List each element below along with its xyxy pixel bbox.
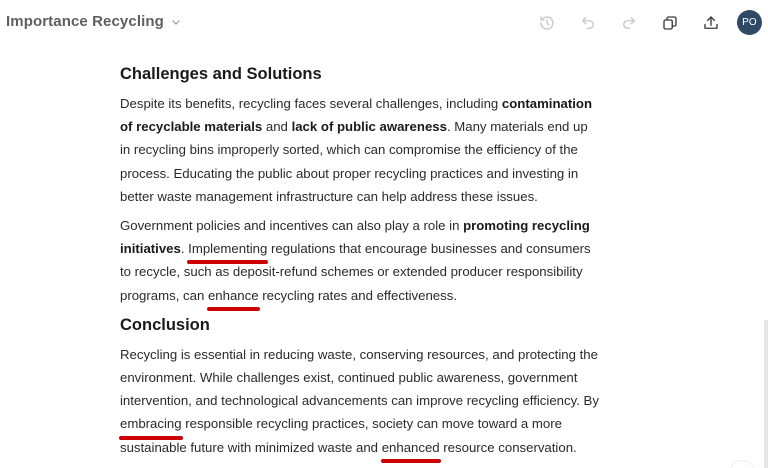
document-title: Importance Recycling: [6, 13, 164, 30]
text-run: responsible recycling practices, society can move toward a more sustainable future with minimized waste and: [120, 416, 562, 455]
spelling-error-word[interactable]: enhanced: [382, 436, 440, 459]
spelling-error-word[interactable]: enhance: [208, 284, 259, 307]
undo-button[interactable]: [576, 11, 600, 35]
user-avatar[interactable]: PO: [737, 10, 762, 35]
text-run: resource conservation.: [439, 439, 577, 455]
vertical-scrollbar[interactable]: [764, 320, 768, 468]
toolbar: [518, 10, 762, 35]
document-title-menu[interactable]: [6, 13, 182, 30]
spelling-error-word[interactable]: embracing: [120, 412, 182, 435]
paragraph-conclusion: [120, 343, 600, 459]
history-button[interactable]: [535, 11, 559, 35]
redo-icon: [620, 14, 638, 32]
duplicate-button[interactable]: [658, 11, 682, 35]
text-run: regulations that encourage businesses and consumers to recycle, such as deposit-refund schemes or extended producer responsibility programs, can: [120, 241, 591, 303]
document-body[interactable]: [120, 62, 600, 465]
share-button[interactable]: [699, 11, 723, 35]
text-run: .: [180, 241, 189, 257]
paragraph-challenges-2: [120, 214, 600, 307]
text-run: Despite its benefits, recycling faces several challenges, including: [120, 96, 502, 111]
copy-icon: [661, 14, 679, 32]
chevron-down-icon: [170, 16, 182, 28]
text-run: . Many materials end up in recycling bins improperly sorted, which can compromise the efficiency of the process. Educating the public about proper recycling practices and investing in better waste management infrastructure can help address these issues.: [120, 119, 588, 204]
history-icon: [538, 14, 556, 32]
bold-text: lack of public awareness: [291, 119, 447, 135]
undo-icon: [579, 14, 597, 32]
bold-text: contamination of recyclable materials: [120, 96, 593, 135]
top-bar: [0, 0, 768, 46]
text-run: recycling rates and effectiveness.: [258, 287, 457, 303]
spelling-error-word[interactable]: Implementing: [188, 237, 267, 260]
upload-icon: [702, 14, 720, 32]
text-run: Government policies and incentives can also play a role in: [120, 218, 464, 234]
paragraph-challenges-1: [120, 92, 600, 208]
bold-text: promoting recycling initiatives: [120, 218, 590, 257]
redo-button[interactable]: [617, 11, 641, 35]
section-heading-conclusion: Conclusion: [120, 315, 210, 334]
floating-action-button[interactable]: [728, 460, 756, 468]
text-run: and: [262, 119, 292, 135]
section-heading-challenges: Challenges and Solutions: [120, 65, 322, 83]
text-run: Recycling is essential in reducing waste, conserving resources, and protecting the environment. While challenges exist, continued public awareness, government intervention, and technological advancements can improve recycling efficiency. By: [120, 346, 599, 409]
